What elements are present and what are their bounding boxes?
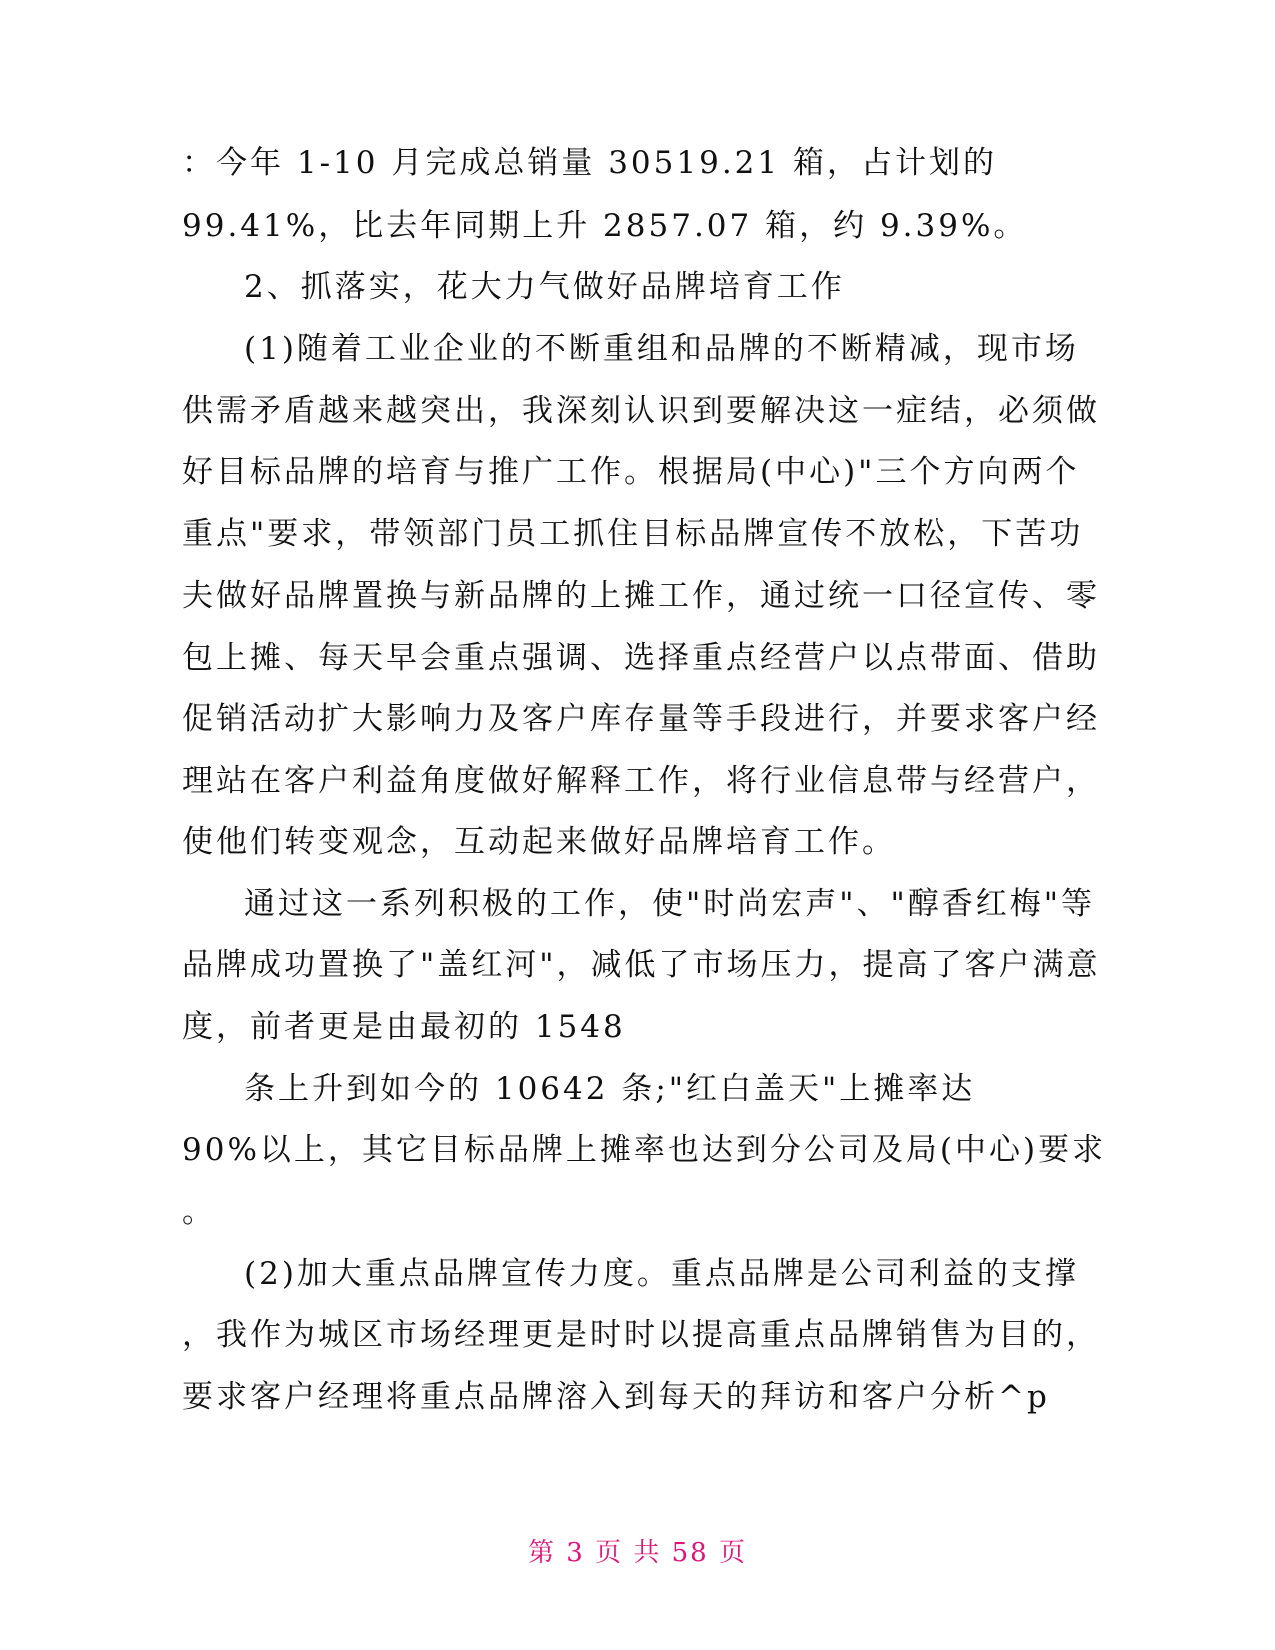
text-line: 要求客户经理将重点品牌溶入到每天的拜访和客户分析^p [182,1379,1050,1415]
text-line: 。 [182,1194,216,1230]
text-line: ：今年 1-10 月完成总销量 30519.21 箱，占计划的 [182,145,997,181]
text-line: 条上升到如今的 10642 条;"红白盖天"上摊率达 [244,1071,976,1107]
text-line: 度，前者更是由最初的 1548 [182,1009,626,1045]
text-line: ，我作为城区市场经理更是时时以提高重点品牌销售为目的， [182,1317,1100,1353]
page-number-footer: 第 3 页 共 58 页 [528,1538,747,1568]
text-line: 供需矛盾越来越突出，我深刻认识到要解决这一症结，必须做 [182,393,1100,429]
text-line: 夫做好品牌置换与新品牌的上摊工作，通过统一口径宣传、零 [182,578,1100,614]
section-heading: 2、抓落实，花大力气做好品牌培育工作 [244,269,845,305]
text-line: 90%以上，其它目标品牌上摊率也达到分公司及局(中心)要求 [182,1132,1107,1168]
text-line: 品牌成功置换了"盖红河"，减低了市场压力，提高了客户满意 [182,947,1101,983]
text-line: (1)随着工业企业的不断重组和品牌的不断精减，现市场 [244,331,1079,367]
text-line: (2)加大重点品牌宣传力度。重点品牌是公司利益的支撑 [244,1256,1079,1292]
text-line: 使他们转变观念，互动起来做好品牌培育工作。 [182,824,896,860]
text-line: 重点"要求，带领部门员工抓住目标品牌宣传不放松，下苦功 [182,516,1084,552]
text-line: 理站在客户利益角度做好解释工作，将行业信息带与经营户， [182,763,1100,799]
text-line: 99.41%，比去年同期上升 2857.07 箱，约 9.39%。 [182,208,1028,244]
text-line: 好目标品牌的培育与推广工作。根据局(中心)"三个方向两个 [182,454,1080,490]
text-line: 促销活动扩大影响力及客户库存量等手段进行，并要求客户经 [182,701,1100,737]
text-line: 通过这一系列积极的工作，使"时尚宏声"、"醇香红梅"等 [244,886,1096,922]
text-line: 包上摊、每天早会重点强调、选择重点经营户以点带面、借助 [182,640,1100,676]
